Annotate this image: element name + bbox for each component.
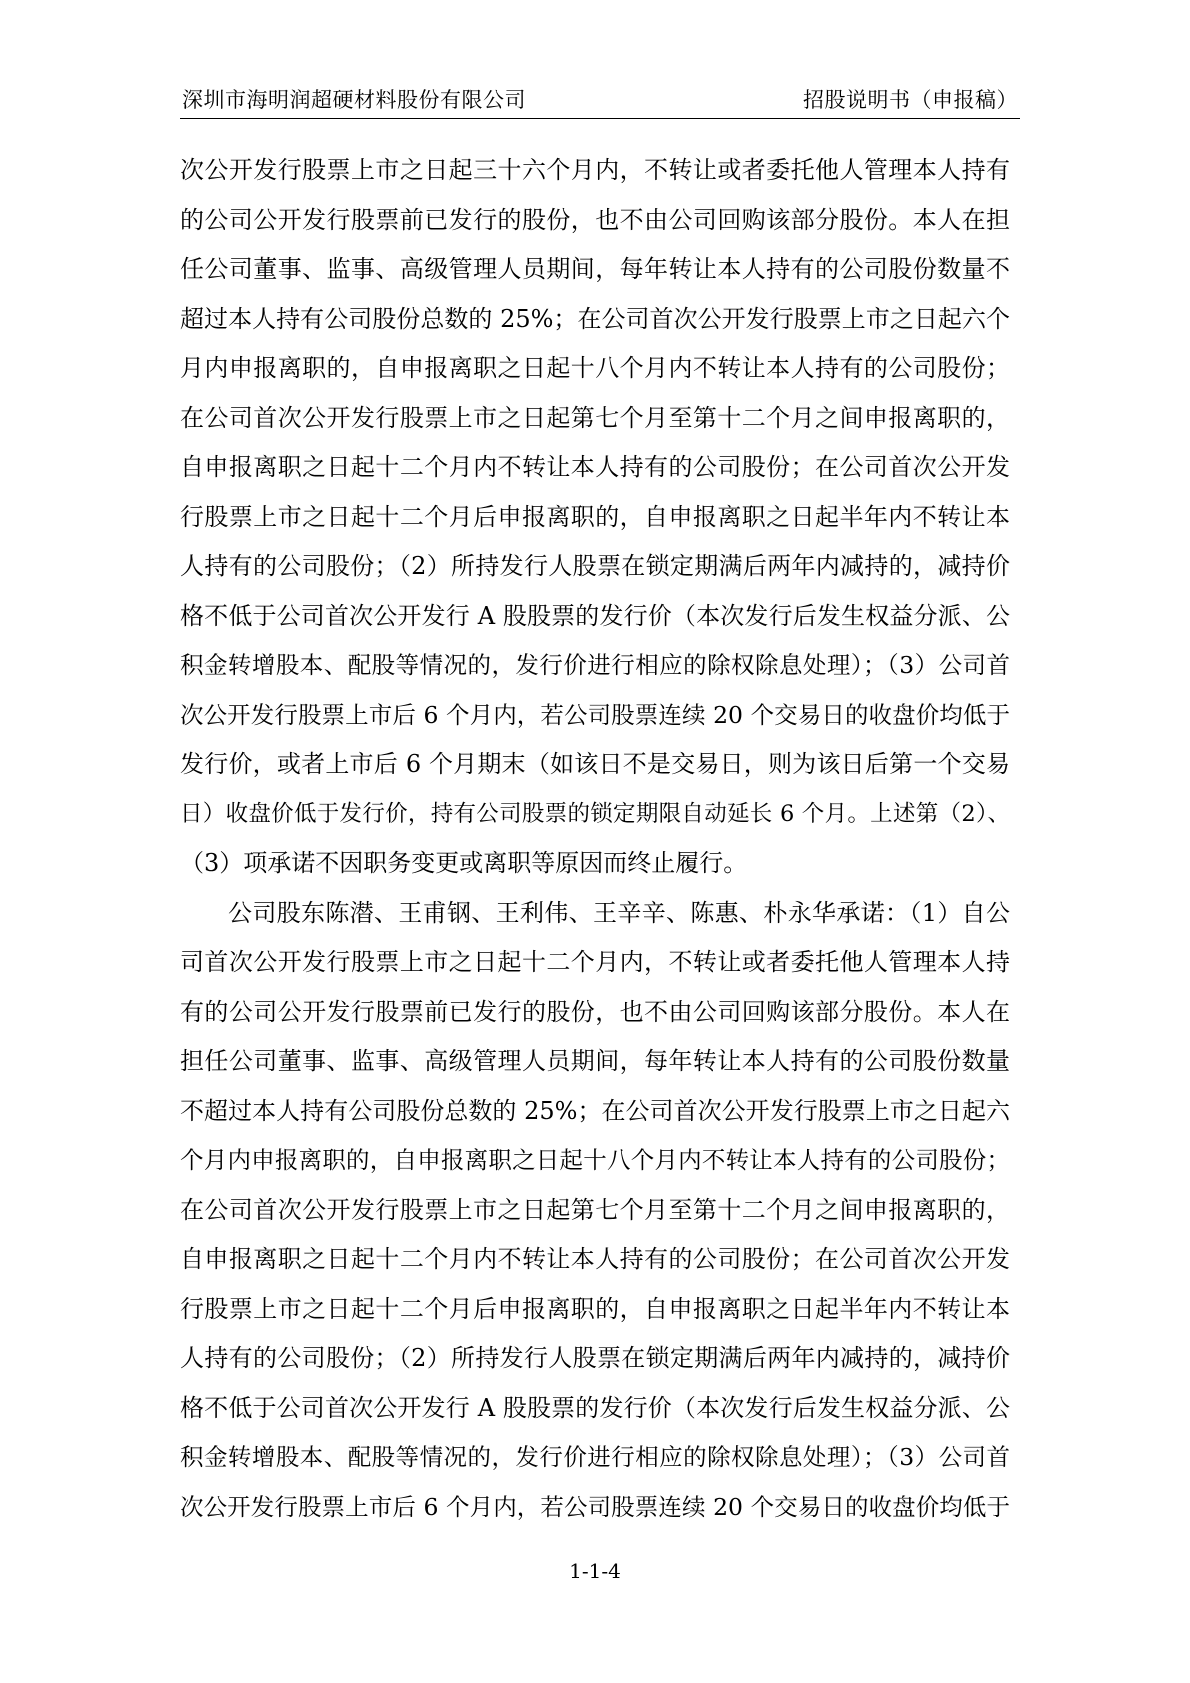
text-line: 任公司董事、监事、高级管理人员期间，每年转让本人持有的公司股份数量不 [180,255,1010,283]
text-line: 积金转增股本、配股等情况的，发行价进行相应的除权除息处理）；（3）公司首 [180,1443,1010,1471]
text-line: 自申报离职之日起十二个月内不转让本人持有的公司股份；在公司首次公开发 [180,1245,1010,1273]
text-line: 日）收盘价低于发行价，持有公司股票的锁定期限自动延长 6 个月。上述第（2）、 [180,800,1010,827]
page-header [180,82,1020,119]
text-line: 积金转增股本、配股等情况的，发行价进行相应的除权除息处理）；（3）公司首 [180,651,1010,679]
text-line: 担任公司董事、监事、高级管理人员期间，每年转让本人持有的公司股份数量 [180,1047,1010,1075]
text-line: 行股票上市之日起十二个月后申报离职的，自申报离职之日起半年内不转让本 [180,502,1010,531]
company-name: 深圳市海明润超硬材料股份有限公司 [182,88,526,112]
document-title: 招股说明书（申报稿） [803,88,1018,112]
text-line: 次公开发行股票上市之日起三十六个月内，不转让或者委托他人管理本人持有 [180,156,1010,184]
text-line: 自申报离职之日起十二个月内不转让本人持有的公司股份；在公司首次公开发 [180,453,1010,481]
text-line: 行股票上市之日起十二个月后申报离职的，自申报离职之日起半年内不转让本 [180,1294,1010,1323]
paragraph-start-line: 公司股东陈潜、王甫钢、王利伟、王辛辛、陈惠、朴永华承诺：（1）自公 [228,898,1010,927]
text-line: 在公司首次公开发行股票上市之日起第七个月至第十二个月之间申报离职的， [180,1195,1010,1224]
text-line: 超过本人持有公司股份总数的 25%；在公司首次公开发行股票上市之日起六个 [180,304,1010,333]
body-text [180,146,1010,1532]
text-line: 格不低于公司首次公开发行 A 股股票的发行价（本次发行后发生权益分派、公 [180,601,1010,630]
text-line: 在公司首次公开发行股票上市之日起第七个月至第十二个月之间申报离职的， [180,403,1010,432]
text-line: 不超过本人持有公司股份总数的 25%；在公司首次公开发行股票上市之日起六 [180,1096,1010,1125]
text-line: 次公开发行股票上市后 6 个月内，若公司股票连续 20 个交易日的收盘价均低于 [180,1492,1010,1521]
text-line: 次公开发行股票上市后 6 个月内，若公司股票连续 20 个交易日的收盘价均低于 [180,700,1010,729]
text-line: 的公司公开发行股票前已发行的股份，也不由公司回购该部分股份。本人在担 [180,205,1010,234]
text-line: 人持有的公司股份；（2）所持发行人股票在锁定期满后两年内减持的，减持价 [180,1344,1010,1372]
text-line: （3）项承诺不因职务变更或离职等原因而终止履行。 [180,849,748,877]
text-line: 司首次公开发行股票上市之日起十二个月内，不转让或者委托他人管理本人持 [180,948,1010,976]
text-line: 个月内申报离职的，自申报离职之日起十八个月内不转让本人持有的公司股份； [180,1146,1010,1174]
text-line: 发行价，或者上市后 6 个月期末（如该日不是交易日，则为该日后第一个交易 [180,750,1010,778]
text-line: 有的公司公开发行股票前已发行的股份，也不由公司回购该部分股份。本人在 [180,997,1010,1026]
text-line: 人持有的公司股份；（2）所持发行人股票在锁定期满后两年内减持的，减持价 [180,552,1010,580]
text-line: 格不低于公司首次公开发行 A 股股票的发行价（本次发行后发生权益分派、公 [180,1393,1010,1422]
text-line: 月内申报离职的，自申报离职之日起十八个月内不转让本人持有的公司股份； [180,354,1010,382]
page-number: 1-1-4 [569,1559,621,1583]
